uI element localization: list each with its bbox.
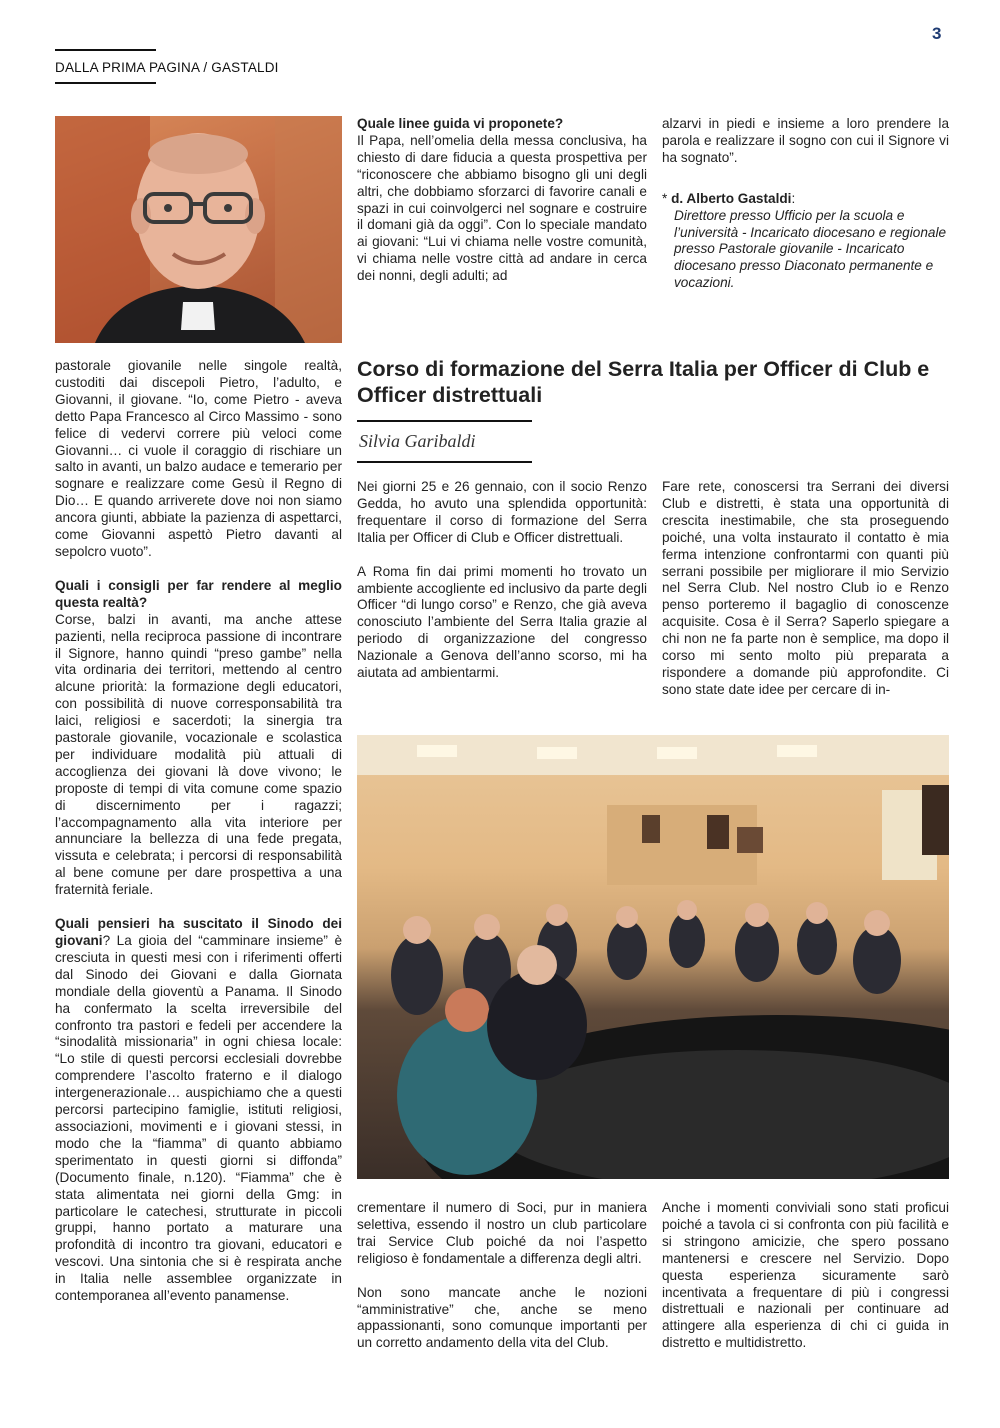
interview-column-1 <box>55 358 342 1305</box>
interview-question: Quali pensieri ha suscitato il Sinodo dei giovani <box>55 916 342 948</box>
article-byline: Silvia Garibaldi <box>359 431 476 451</box>
article-column-3 <box>357 1200 647 1352</box>
interview-paragraph <box>55 916 342 1305</box>
interview-paragraph: Corse, balzi in avanti, ma anche attese pazienti, nella reciproca passione di incontrare il Signore, hanno quindi “preso gambe” nella vita ordinaria dei territori, mettendo al centro alcune priorità: la formazione degli educatori, con possibilità di nuove corresponsabilità tra laici, religiosi e sacerdoti; la sinergia tra pastorale giovanile, vocazionale e scolastica per individuare modalità più attuali di accoglienza dei giovani là dove vivono; le proposte di tempi di vita comune come spazio di discernimento per i ragazzi; l’accompagnamento alla vita interiore per annunciare la bellezza di una fede pregata, vissuta e celebrata; i percorsi di responsabilità al bene comune per dare prospettiva a una fraternità feriale. <box>55 611 342 898</box>
article-column-2 <box>662 479 949 699</box>
meeting-illustration <box>357 735 949 1179</box>
article-paragraph: Fare rete, conoscersi tra Serrani dei diversi Club e distretti, è stata una opportunità di crescita inestimabile, che sta proseguendo poiché, una volta instaurato il contatto è mia ferma intenzione confrontarmi con quanti più serrani possibile per migliorare il mio Servizio nel Serra Club. Nel nostro Club io e Renzo penso porteremo il bagaglio di conoscenze acquisite. Cosa è il Serra? Saperlo spiegare a chi non ne fa parte non è semplice, ma dopo il corso mi sento molto più preparata a rispondere a domande più approfondite. Ci sono state date idee per cercare di in- <box>662 479 949 697</box>
article-paragraph: Anche i momenti conviviali sono stati proficui poiché a tavola ci si confronta con più facilità e si stringono amicizie, che spero possano mantenersi e crescere nel Servizio. Dopo questa esperienza sicuramente sarò incentivata a frequentare di più i congressi distrettuali e nazionali per continuare ad attingere alla esperienza di chi ci guida in distretto e multidistretto. <box>662 1200 949 1351</box>
article-paragraph: A Roma fin dai primi momenti ho trovato un ambiente accogliente ed inclusivo da parte degli Officer “di lungo corso” e Renzo, che già aveva conosciuto l’ambiente del Serra Italia grazie al periodo di organizzazione del congresso Nazionale a Genova dell’anno scorso, mi ha aiutata ad ambientarmi. <box>357 563 647 681</box>
page-number: 3 <box>932 24 942 43</box>
byline-rule-top <box>357 420 532 422</box>
interview-column-3 <box>662 116 949 292</box>
portrait-illustration <box>55 116 342 343</box>
article-paragraph: Nei giorni 25 e 26 gennaio, con il socio Renzo Gedda, ho avuto una splendida opportunità: frequentare il corso di formazione del Serra Italia per Officer di Club e Officer distrettuali. <box>357 479 647 545</box>
byline-rule-bottom <box>357 461 532 463</box>
article-paragraph: Non sono mancate anche le nozioni “amministrative” che, anche se meno appassionanti, sono comunque importanti per un corretto andamento della vita del Club. <box>357 1284 647 1351</box>
author-asterisk: * <box>662 190 672 206</box>
section-rule-top <box>55 49 156 51</box>
article-column-4 <box>662 1200 949 1352</box>
section-label: DALLA PRIMA PAGINA / GASTALDI <box>55 60 279 75</box>
author-role: Direttore presso Ufficio per la scuola e l’università - Incaricato diocesano e regionale presso Pastorale giovanile - Incaricato diocesano presso Diaconato permanente e vocazioni. <box>674 207 947 291</box>
interview-answer: ? La gioia del “camminare insieme” è cresciuta in questi mesi con i riferimenti offerti dal Sinodo dei Giovani e dalla Giornata mondiale della gioventù a Panama. Il Sinodo ha confermato la scelta irreversibile del confronto tra pastori e fedeli per accendere la “sinodalità missionaria” in ogni chiesa locale: “Lo stile di questi percorsi ecclesiali dovrebbe comprendere l’ascolto fraterno e il dialogo intergenerazionale… auspichiamo che a questi percorsi partecipino famiglie, istituti religiosi, associazioni, movimenti e i giovani stessi, in modo che la “fiamma” di quanto abbiamo sperimentato in questi giorni si diffonda” (Documento finale, n.120). “Fiamma” che è stata alimentata nei giorni della Gmg: in particolare le catechesi, strutturate in piccoli gruppi, hanno portato a maturare una profondità di incontro tra giovani, educatori e vescovi. Una sintonia che si è respirata anche in Italia nelle assemblee organizzate in contemporanea all’evento panamense. <box>55 933 342 1304</box>
interview-paragraph: Il Papa, nell’omelia della messa conclusiva, ha chiesto di dare fiducia a questa prospettiva per “riconoscere che abbiamo bisogno gli uni degli altri, che dobbiamo sforzarci di favorire canali e spazi in cui coinvolgerci nel sognare e costruire il domani già da oggi”. Con lo speciale mandato ai giovani: “Lui vi chiama nelle vostre comunità, vi chiama nelle vostre città ad andare in cerca dei nonni, degli adulti; ad <box>357 132 647 284</box>
interview-paragraph: pastorale giovanile nelle singole realtà, custoditi dai discepoli Pietro, l’adulto, e Giovanni, il giovane. “Io, come Pietro - aveva detto Papa Francesco al Circo Massimo - sono felice di vedervi correre più veloci come Giovanni… ci vuole il coraggio di rischiare un salto in avanti, un balzo audace e temerario per sognare e realizzare come Gesù il Regno di Dio… E quando arriverete dove noi non siamo ancora giunti, abbiate la pazienza di aspettarci, come Giovanni aspettò Pietro davanti al sepolcro vuoto”. <box>55 358 342 559</box>
author-credit <box>662 191 949 208</box>
article-column-1 <box>357 479 647 682</box>
author-name: d. Alberto Gastaldi <box>671 190 792 206</box>
interview-paragraph: alzarvi in piedi e insieme a loro prendere la parola e realizzare il sogno con cui il Signore vi ha sognato”. <box>662 116 949 165</box>
interview-question: Quali i consigli per far rendere al meglio questa realtà? <box>55 577 342 610</box>
author-portrait <box>55 116 342 343</box>
section-rule-bottom <box>55 82 156 84</box>
interview-question: Quale linee guida vi proponete? <box>357 116 564 131</box>
article-headline: Corso di formazione del Serra Italia per Officer di Club e Officer distrettuali <box>357 357 930 407</box>
article-paragraph: crementare il numero di Soci, pur in maniera selettiva, essendo il nostro un club particolare trai Service Club poiché da noi l’aspetto religioso è fondamentale a differenza degli altri. <box>357 1200 647 1266</box>
author-colon: : <box>791 190 796 206</box>
interview-column-2 <box>357 116 647 285</box>
meeting-photo <box>357 735 949 1179</box>
